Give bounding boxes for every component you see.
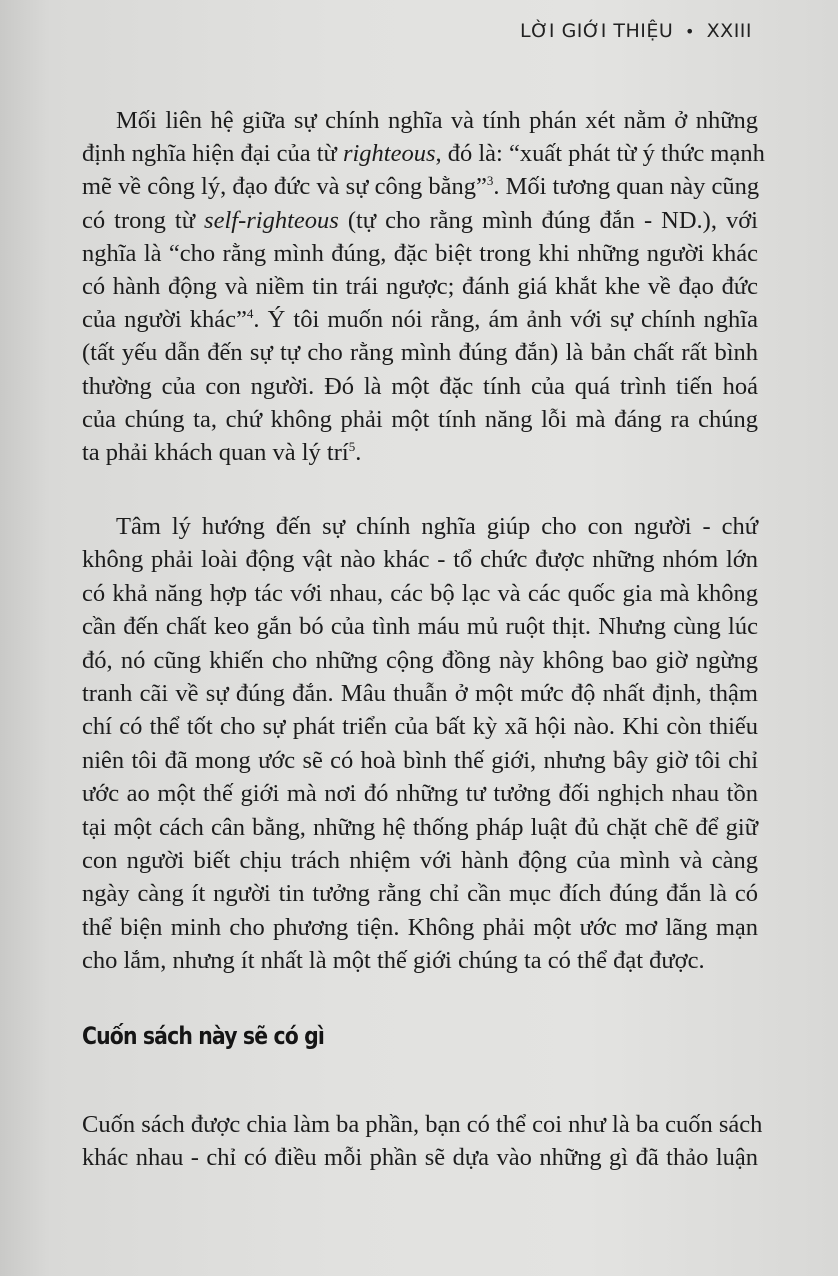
text-line: có trong từ self-righteous (tự cho rằng mình đúng đắn - ND.), với xyxy=(82,206,758,234)
text-line: định nghĩa hiện đại của từ righteous, đó là: “xuất phát từ ý thức mạnh xyxy=(82,140,765,168)
header-separator: • xyxy=(685,21,695,41)
running-header xyxy=(520,20,752,42)
text-line: Tâm lý hướng đến sự chính nghĩa giúp cho con người - chứ xyxy=(116,513,758,540)
text-line: có hành động và niềm tin trái ngược; đánh giá khắt khe về đạo đức xyxy=(82,272,758,300)
text-line: Cuốn sách được chia làm ba phần, bạn có thể coi như là ba cuốn sách xyxy=(82,1111,763,1138)
text-line: tranh cãi về sự đúng đắn. Mâu thuẫn ở một mức độ nhất định, thậm xyxy=(82,679,758,707)
text-line: cho lắm, nhưng ít nhất là một thế giới chúng ta có thể đạt được. xyxy=(82,947,705,975)
text-line: ngày càng ít người tin tưởng rằng chỉ cần mục đích đúng đắn là có xyxy=(82,880,758,908)
text-line: ước ao một thế giới mà nơi đó những tư tưởng đối nghịch nhau tồn xyxy=(82,780,758,808)
text-line: có khả năng hợp tác với nhau, các bộ lạc và các quốc gia mà không xyxy=(82,579,758,607)
paragraph-2 xyxy=(82,510,758,977)
text-line: chí có thể tốt cho sự phát triển của bất kỳ xã hội nào. Khi còn thiếu xyxy=(82,713,758,741)
text-line: (tất yếu dẫn đến sự tự cho rằng mình đúng đắn) là bản chất rất bình xyxy=(82,339,758,367)
text-line: nghĩa là “cho rằng mình đúng, đặc biệt trong khi những người khác xyxy=(82,239,758,267)
text-line: cần đến chất keo gắn bó của tình máu mủ ruột thịt. Nhưng cùng lúc xyxy=(82,613,758,641)
text-line: mẽ về công lý, đạo đức và sự công bằng”$^3$. Mối tương quan này cũng xyxy=(82,173,760,201)
text-line: của chúng ta, chứ không phải một tính năng lỗi mà đáng ra chúng xyxy=(82,405,758,433)
text-line: của người khác”$^4$. Ý tôi muốn nói rằng, ám ảnh với sự chính nghĩa xyxy=(82,305,758,334)
text-line: thể biện minh cho phương tiện. Không phải một ước mơ lãng mạn xyxy=(82,913,758,941)
paragraph-3 xyxy=(82,1108,763,1174)
text-line: đó, nó cũng khiến cho những cộng đồng này không bao giờ ngừng xyxy=(82,646,758,674)
section-heading: Cuốn sách này sẽ có gì xyxy=(82,1022,325,1050)
paragraph-1 xyxy=(82,104,765,469)
text-line: ta phải khách quan và lý trí$^5$. xyxy=(82,438,362,466)
text-line: niên tôi đã mong ước sẽ có hoà bình thế giới, nhưng bây giờ tôi chỉ xyxy=(82,746,758,774)
section-title: LỜI GIỚI THIỆU xyxy=(520,20,674,42)
text-line: thường của con người. Đó là một đặc tính của quá trình tiến hoá xyxy=(82,372,758,400)
text-line: khác nhau - chỉ có điều mỗi phần sẽ dựa vào những gì đã thảo luận xyxy=(82,1144,758,1172)
text-line: con người biết chịu trách nhiệm với hành động của mình và càng xyxy=(82,846,758,874)
text-line: không phải loài động vật nào khác - tổ chức được những nhóm lớn xyxy=(82,546,758,574)
text-line: tại một cách cân bằng, những hệ thống pháp luật đủ chặt chẽ để giữ xyxy=(82,813,758,841)
text-line: Mối liên hệ giữa sự chính nghĩa và tính phán xét nằm ở những xyxy=(116,107,758,134)
page-number: XXIII xyxy=(706,20,752,42)
